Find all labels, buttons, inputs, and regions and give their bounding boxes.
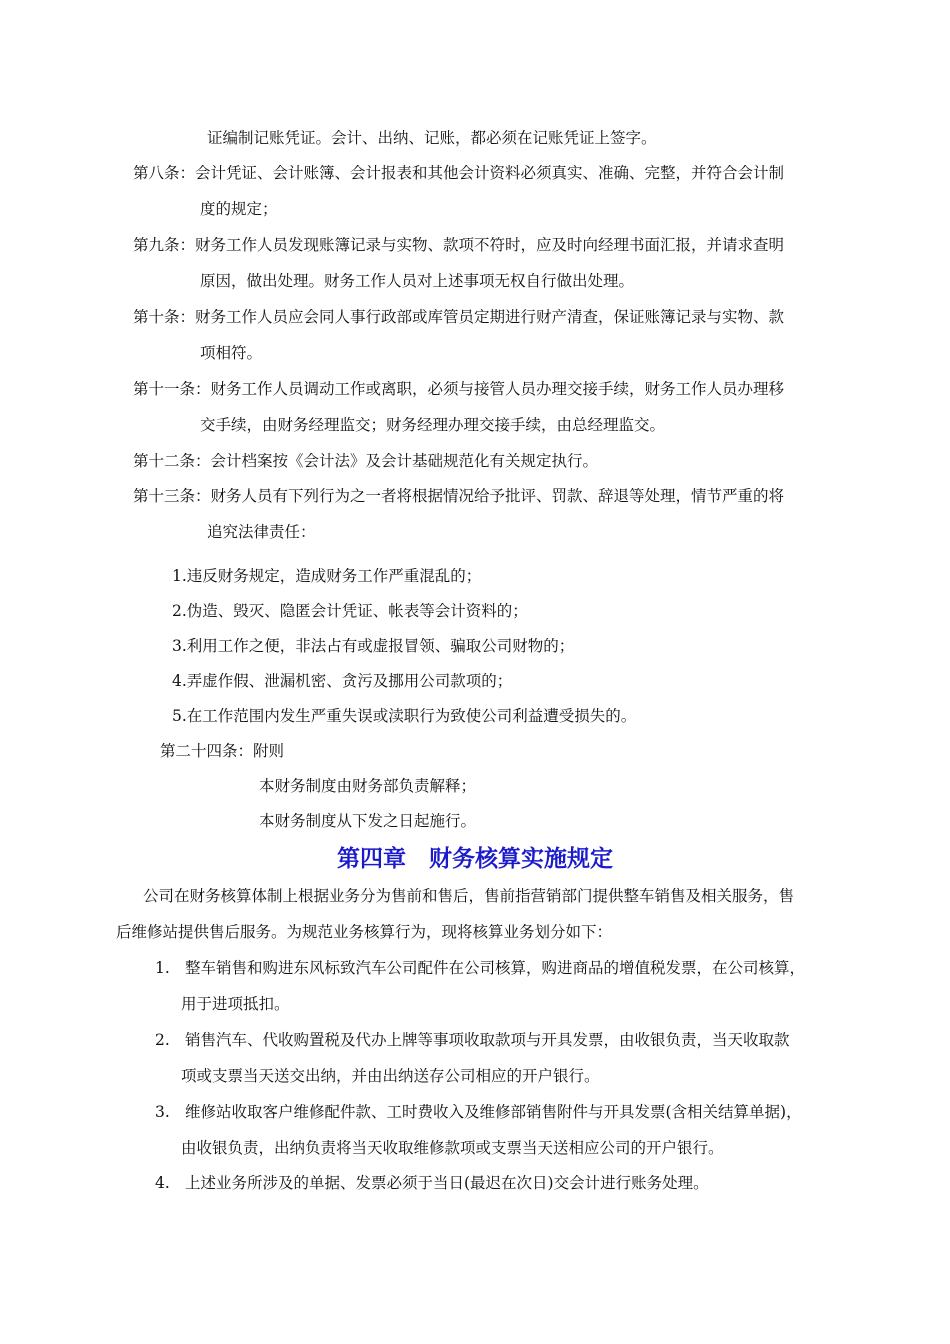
violation-item: 1.违反财务规定，造成财务工作严重混乱的； — [172, 567, 482, 585]
article-text: 财务工作人员应会同人事行政部或库管员定期进行财产清查，保证账簿记录与实物、款 — [195, 308, 785, 326]
item-text: 维修站收取客户维修配件款、工时费收入及维修部销售附件与开具发票(含相关结算单据)， — [185, 1103, 802, 1121]
item-number: 3. — [155, 1103, 170, 1121]
appendix-heading: 第二十四条：附则 — [160, 742, 285, 760]
item-text: 整车销售和购进东风标致汽车公司配件在公司核算，购进商品的增值税发票，在公司核算， — [185, 959, 806, 977]
article-text: 会计凭证、会计账簿、会计报表和其他会计资料必须真实、准确、完整，并符合会计制 — [195, 164, 785, 182]
violation-item: 5.在工作范围内发生严重失误或渎职行为致使公司利益遭受损失的。 — [172, 707, 637, 725]
article-head: 第九条： — [133, 236, 196, 254]
appendix-line: 本财务制度从下发之日起施行。 — [259, 812, 477, 830]
article-13-cont: 追究法律责任： — [207, 523, 316, 541]
chapter-item — [155, 958, 805, 978]
article-text: 会计档案按《会计法》及会计基础规范化有关规定执行。 — [210, 452, 599, 470]
chapter-intro: 公司在财务核算体制上根据业务分为售前和售后，售前指营销部门提供整车销售及相关服务，售 — [143, 887, 795, 905]
item-text: 上述业务所涉及的单据、发票必须于当日(最迟在次日)交会计进行账务处理。 — [185, 1174, 709, 1192]
violation-item: 2.伪造、毁灭、隐匿会计凭证、帐表等会计资料的； — [172, 602, 528, 620]
item-number: 2. — [155, 1031, 170, 1049]
article-11 — [133, 379, 784, 399]
article-13 — [133, 486, 784, 506]
article-text: 财务工作人员发现账簿记录与实物、款项不符时，应及时向经理书面汇报，并请求查明 — [195, 236, 785, 254]
appendix-line: 本财务制度由财务部负责解释； — [259, 777, 477, 795]
chapter-item-cont: 项或支票当天送交出纳，并由出纳送存公司相应的开户银行。 — [181, 1067, 600, 1085]
chapter-intro-cont: 后维修站提供售后服务。为规范业务核算行为，现将核算业务划分如下： — [116, 923, 613, 941]
continuation-line: 证编制记账凭证。会计、出纳、记账，都必须在记账凭证上签字。 — [207, 129, 657, 147]
chapter-item-cont: 用于进项抵扣。 — [181, 995, 290, 1013]
article-text: 财务人员有下列行为之一者将根据情况给予批评、罚款、辞退等处理，情节严重的将 — [210, 487, 785, 505]
article-9-cont: 原因，做出处理。财务工作人员对上述事项无权自行做出处理。 — [200, 272, 635, 290]
article-12 — [133, 451, 598, 471]
article-9 — [133, 235, 784, 255]
chapter-item — [155, 1102, 802, 1122]
article-head: 第十条： — [133, 308, 196, 326]
article-10 — [133, 307, 784, 327]
chapter-item — [155, 1030, 790, 1050]
article-head: 第八条： — [133, 164, 196, 182]
article-text: 财务工作人员调动工作或离职，必须与接管人员办理交接手续，财务工作人员办理移 — [210, 380, 785, 398]
article-head: 第十二条： — [133, 452, 211, 470]
chapter-item — [155, 1173, 709, 1193]
chapter-item-cont: 由收银负责，出纳负责将当天收取维修款项或支票当天送相应公司的开户银行。 — [181, 1139, 724, 1157]
item-text: 销售汽车、代收购置税及代办上牌等事项收取款项与开具发票，由收银负责，当天收取款 — [185, 1031, 790, 1049]
item-number: 1. — [155, 959, 170, 977]
chapter-title: 第四章 财务核算实施规定 — [337, 846, 613, 872]
item-number: 4. — [155, 1174, 170, 1192]
article-8-cont: 度的规定； — [200, 200, 278, 218]
article-head: 第十三条： — [133, 487, 211, 505]
violation-item: 3.利用工作之便，非法占有或虚报冒领、骗取公司财物的； — [172, 637, 575, 655]
article-8 — [133, 163, 784, 183]
article-10-cont: 项相符。 — [200, 344, 263, 362]
article-11-cont: 交手续，由财务经理监交；财务经理办理交接手续，由总经理监交。 — [200, 416, 666, 434]
article-head: 第十一条： — [133, 380, 211, 398]
violation-item: 4.弄虚作假、泄漏机密、贪污及挪用公司款项的； — [172, 672, 513, 690]
